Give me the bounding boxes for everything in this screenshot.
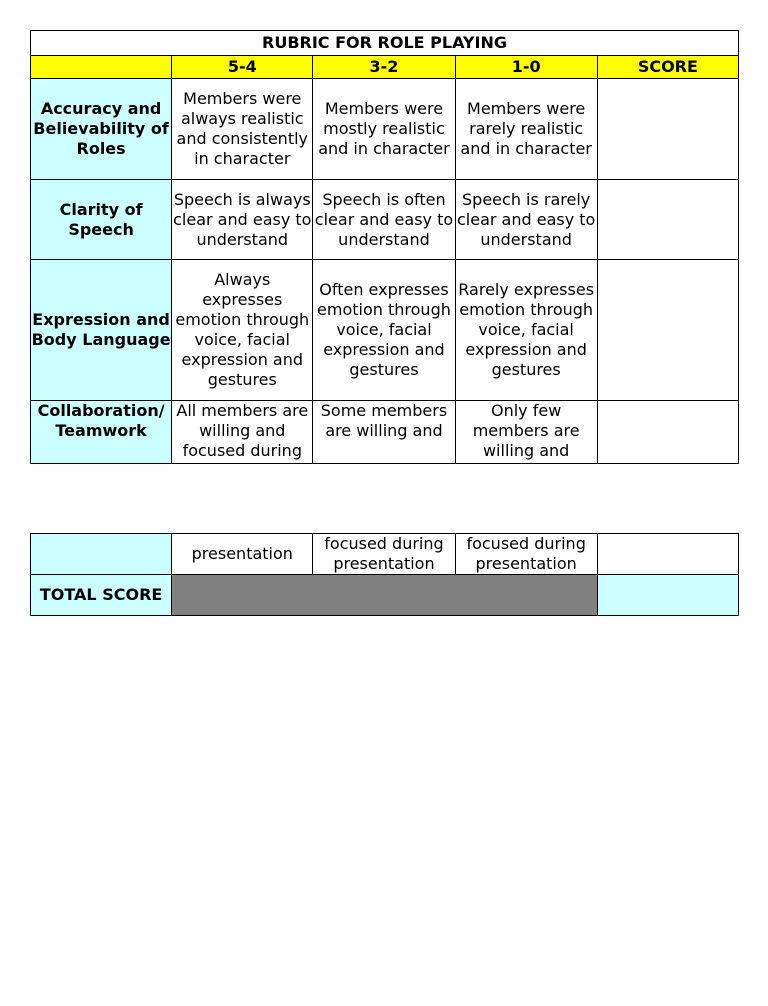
total-row (31, 575, 739, 616)
score-cell[interactable] (597, 260, 738, 401)
level-cell: Always expresses emotion through voice, facial expression and gestures (172, 260, 313, 401)
level-cell: presentation (172, 534, 313, 575)
total-score-cell[interactable] (597, 575, 738, 616)
table-row (31, 79, 739, 180)
score-cell[interactable] (597, 180, 738, 260)
level-cell: Speech is often clear and easy to understand (313, 180, 455, 260)
score-cell[interactable] (597, 79, 738, 180)
header-level-1-0: 1-0 (455, 56, 597, 79)
level-cell: focused during presentation (313, 534, 455, 575)
level-cell: Speech is rarely clear and easy to understand (455, 180, 597, 260)
total-score-label: TOTAL SCORE (31, 575, 172, 616)
page-title: RUBRIC FOR ROLE PLAYING (31, 31, 739, 56)
criterion-cell (31, 534, 172, 575)
criterion-cell: Expression and Body Language (31, 260, 172, 401)
header-criterion (31, 56, 172, 79)
table-row (31, 180, 739, 260)
header-level-3-2: 3-2 (313, 56, 455, 79)
table-row (31, 401, 739, 464)
score-cell[interactable] (597, 534, 738, 575)
level-cell: Members were mostly realistic and in character (313, 79, 455, 180)
table-row (31, 260, 739, 401)
level-cell: Speech is always clear and easy to understand (172, 180, 313, 260)
level-cell: Rarely expresses emotion through voice, facial expression and gestures (455, 260, 597, 401)
rubric-table-continued (30, 533, 739, 616)
level-cell: All members are willing and focused during (172, 401, 313, 464)
level-cell: focused during presentation (455, 534, 597, 575)
header-score: SCORE (597, 56, 738, 79)
level-cell: Members were always realistic and consistently in character (172, 79, 313, 180)
table-row (31, 534, 739, 575)
score-cell[interactable] (597, 401, 738, 464)
criterion-cell: Accuracy and Believability of Roles (31, 79, 172, 180)
title-row (31, 31, 739, 56)
level-cell: Only few members are willing and (455, 401, 597, 464)
level-cell: Often expresses emotion through voice, facial expression and gestures (313, 260, 455, 401)
rubric-table (30, 30, 739, 464)
level-cell: Some members are willing and (313, 401, 455, 464)
criterion-cell: Collaboration/ Teamwork (31, 401, 172, 464)
total-blocked-cell (172, 575, 598, 616)
header-row (31, 56, 739, 79)
level-cell: Members were rarely realistic and in character (455, 79, 597, 180)
header-level-5-4: 5-4 (172, 56, 313, 79)
criterion-cell: Clarity of Speech (31, 180, 172, 260)
